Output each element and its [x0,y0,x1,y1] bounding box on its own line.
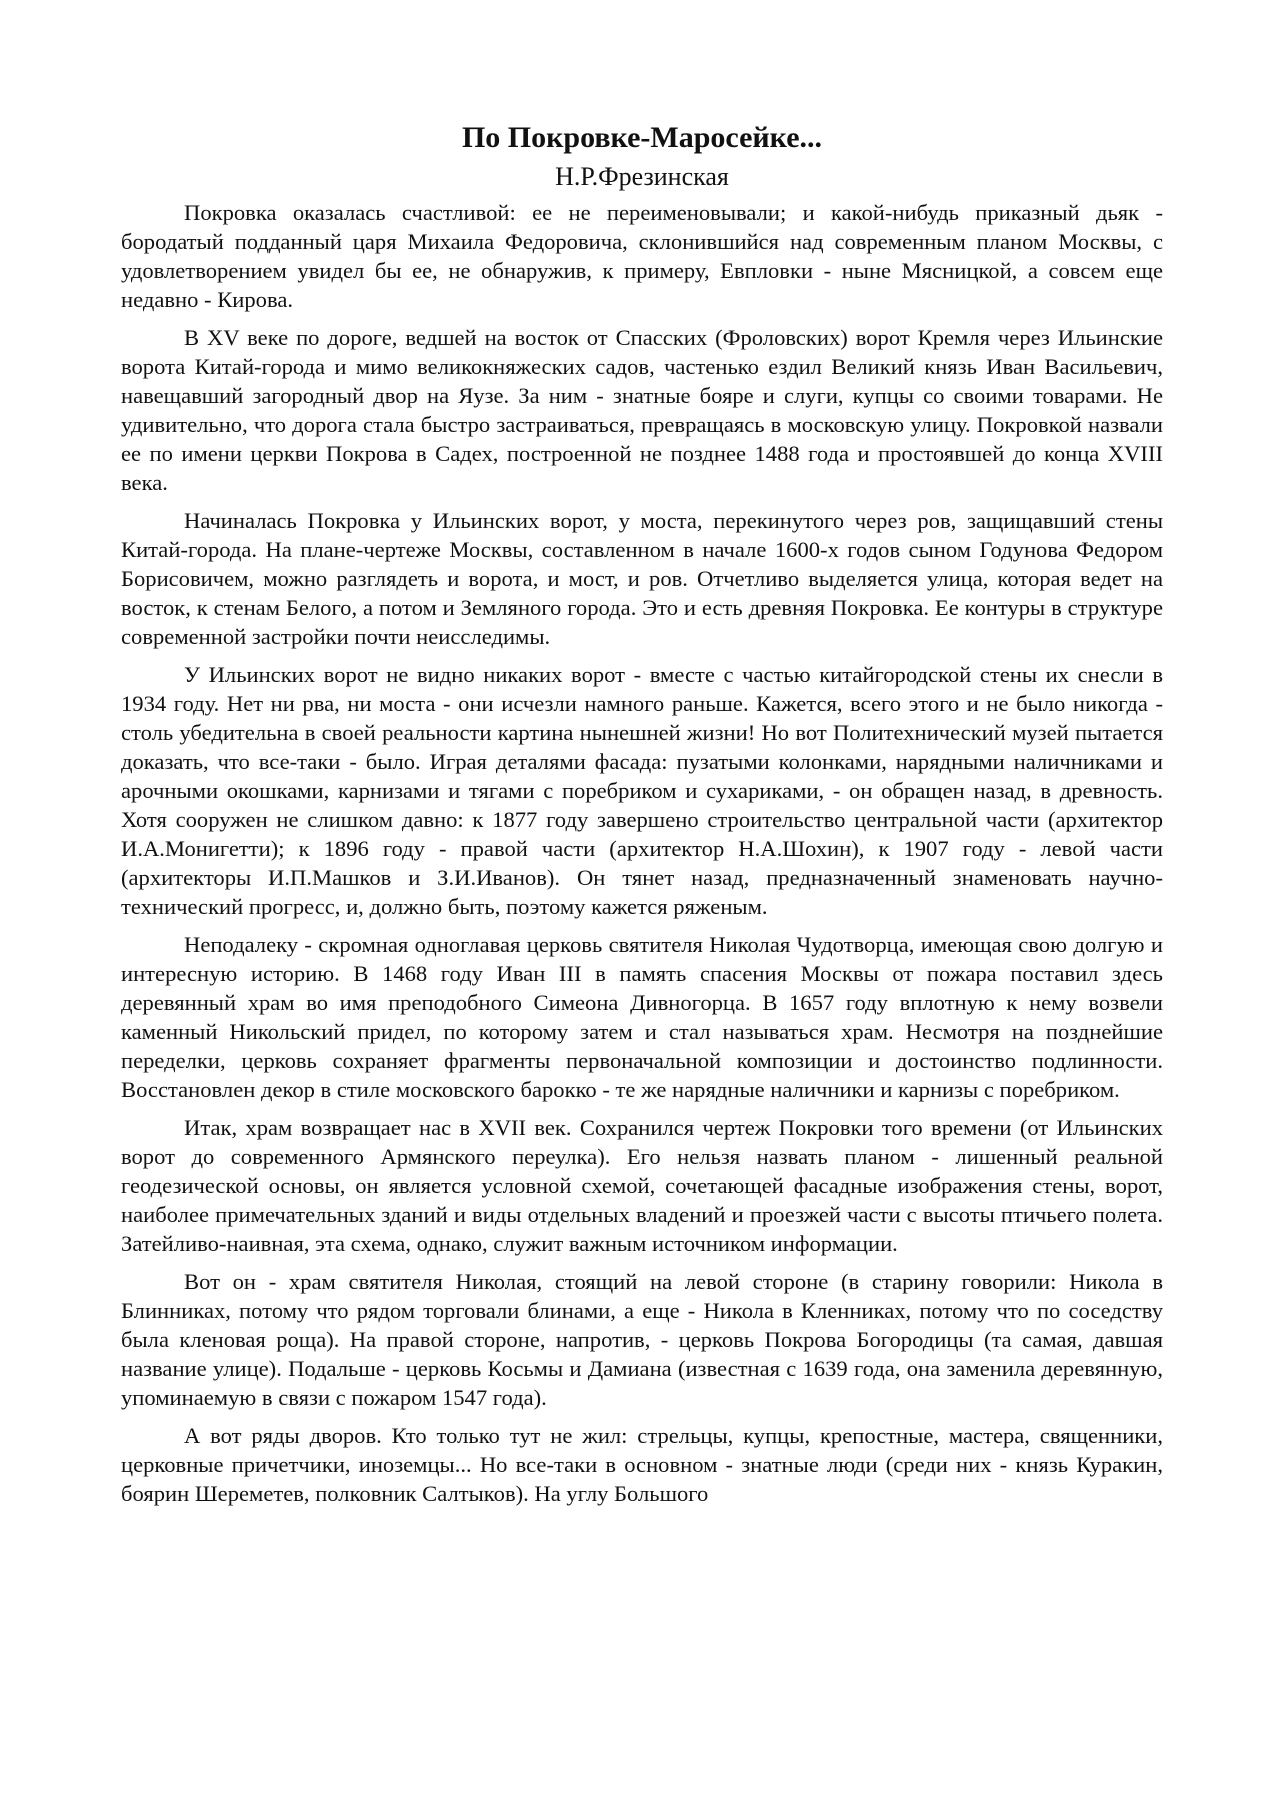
document-body [121,118,1163,1517]
paragraph-4: У Ильинских ворот не видно никаких ворот - вместе с частью китайгородской стены их снесли в 1934 году. Нет ни рва, ни моста - они исчезли намного раньше. Кажется, всего этого и не было никогда - столь убедительна в своей реальности картина нынешней жизни! Но вот Политехнический музей пытается доказать, что все-таки - было. Играя деталями фасада: пузатыми колонками, нарядными наличниками и арочными окошками, карнизами и тягами с поребриком и сухариками, - он обращен назад, в древность. Хотя сооружен не слишком давно: к 1877 году завершено строительство центральной части (архитектор И.А.Монигетти); к 1896 году - правой части (архитектор Н.А.Шохин), к 1907 году - левой части (архитекторы И.П.Машков и З.И.Иванов). Он тянет назад, предназначенный знаменовать научно-технический прогресс, и, должно быть, поэтому кажется ряженым. [121,662,1163,919]
paragraph-6: Итак, храм возвращает нас в XVII век. Сохранился чертеж Покровки того времени (от Ильинских ворот до современного Армянского переулка). Его нельзя назвать планом - лишенный реальной геодезической основы, он является условной схемой, сочетающей фасадные изображения стены, ворот, наиболее примечательных зданий и виды отдельных владений и проезжей части с высоты птичьего полета. Затейливо-наивная, эта схема, однако, служит важным источником информации. [121,1115,1163,1256]
paragraph-1: Покровка оказалась счастливой: ее не переименовывали; и какой-нибудь приказный дьяк - бородатый подданный царя Михаила Федоровича, склонившийся над современным планом Москвы, с удовлетворением увидел бы ее, не обнаружив, к примеру, Евпловки - ныне Мясницкой, а совсем еще недавно - Кирова. [121,200,1163,312]
paragraph-5: Неподалеку - скромная одноглавая церковь святителя Николая Чудотворца, имеющая свою долгую и интересную историю. В 1468 году Иван III в память спасения Москвы от пожара поставил здесь деревянный храм во имя преподобного Симеона Дивногорца. В 1657 году вплотную к нему возвели каменный Никольский придел, по которому затем и стал называться храм. Несмотря на позднейшие переделки, церковь сохраняет фрагменты первоначальной композиции и достоинство подлинности. Восстановлен декор в стиле московского барокко - те же нарядные наличники и карнизы с поребриком. [121,932,1163,1102]
paragraph-3: Начиналась Покровка у Ильинских ворот, у моста, перекинутого через ров, защищавший стены Китай-города. На плане-чертеже Москвы, составленном в начале 1600-х годов сыном Годунова Федором Борисовичем, можно разглядеть и ворота, и мост, и ров. Отчетливо выделяется улица, которая ведет на восток, к стенам Белого, а потом и Земляного города. Это и есть древняя Покровка. Ее контуры в структуре современной застройки почти неисследимы. [121,508,1163,649]
document-author: Н.Р.Фрезинская [555,162,729,191]
document-title: По Покровке-Маросейке... [461,121,823,154]
paragraph-2: В XV веке по дороге, ведшей на восток от Спасских (Фроловских) ворот Кремля через Ильинские ворота Китай-города и мимо великокняжеских садов, частенько ездил Великий князь Иван Васильевич, навещавший загородный двор на Яузе. За ним - знатные бояре и слуги, купцы со своими товарами. Не удивительно, что дорога стала быстро застраиваться, превращаясь в московскую улицу. Покровкой назвали ее по имени церкви Покрова в Садех, построенной не позднее 1488 года и простоявшей до конца XVIII века. [121,325,1163,495]
paragraph-8: А вот ряды дворов. Кто только тут не жил: стрельцы, купцы, крепостные, мастера, священники, церковные причетчики, иноземцы... Но все-таки в основном - знатные люди (среди них - князь Куракин, боярин Шереметев, полковник Салтыков). На углу Большого [121,1423,1163,1506]
paragraph-7: Вот он - храм святителя Николая, стоящий на левой стороне (в старину говорили: Никола в Блинниках, потому что рядом торговали блинами, а еще - Никола в Кленниках, потому что по соседству была кленовая роща). На правой стороне, напротив, - церковь Покрова Богородицы (та самая, давшая название улице). Подальше - церковь Косьмы и Дамиана (известная с 1639 года, она заменила деревянную, упоминаемую в связи с пожаром 1547 года). [121,1269,1163,1410]
